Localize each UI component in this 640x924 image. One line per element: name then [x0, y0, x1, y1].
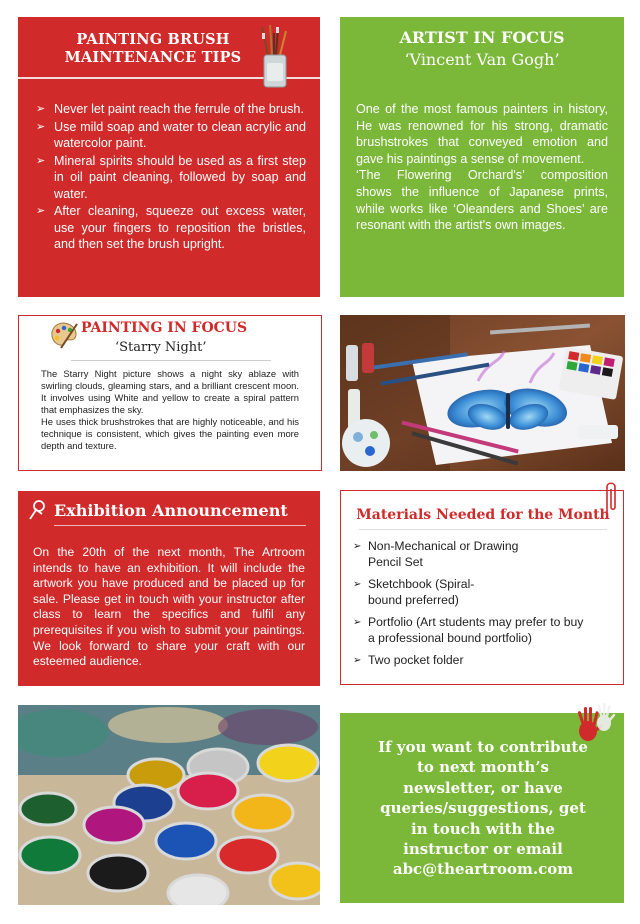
exhibition-body: On the 20th of the next month, The Artroom intends to have an exhibition. It will include the artwork you have produced and be placed up for sale. Please get in touch with your instructor after class to learn the specifics and fulfil any prerequisites if you wish to submit your paintings. We look forward to share your craft with our esteemed audience.: [33, 545, 305, 669]
divider: [71, 360, 271, 361]
butterfly-painting-image: [340, 315, 625, 471]
contribute-line: queries/suggestions, get: [380, 799, 586, 818]
maintenance-header: [18, 17, 320, 79]
material-item-line: a professional bound portfolio): [368, 630, 532, 645]
contribute-line: in touch with the: [411, 819, 555, 838]
material-item-line: ➢ Non-Mechanical or Drawing: [368, 539, 519, 553]
brush-jar-icon: [258, 25, 292, 89]
artist-focus-paragraph: ‘The Flowering Orchard's’ composition shows the influence of Japanese prints, while works like ‘Oleanders and Shoes’ are resonant with the artist's own images.: [356, 168, 608, 233]
material-item-line: bound preferred): [368, 592, 459, 607]
contribute-line: If you want to contribute: [378, 738, 588, 756]
artist-focus-panel: [340, 17, 624, 297]
maintenance-tips-panel: [18, 17, 320, 297]
maintenance-title: [48, 31, 258, 67]
material-item: [353, 577, 615, 608]
painting-focus-subtitle: ‘Starry Night’: [115, 340, 207, 355]
material-item-line: ➢ Two pocket folder: [368, 653, 464, 667]
contribute-panel: [340, 713, 624, 903]
maintenance-title-line2: MAINTENANCE TIPS: [64, 49, 242, 66]
artist-focus-title: ARTIST IN FOCUS: [399, 28, 565, 47]
contribute-line: instructor or email: [403, 840, 563, 859]
material-item: [353, 539, 615, 570]
paint-jars-photo: [18, 705, 320, 905]
exhibition-title: Exhibition Announcement: [54, 501, 288, 520]
contribute-line: to next month’s: [417, 758, 549, 777]
palette-icon: [49, 320, 79, 350]
artist-focus-paragraph: One of the most famous painters in history, He was renowned for his strong, dramatic brushstrokes that conveyed emotion and gave his paintings a sense of movement.: [356, 102, 608, 166]
artist-focus-body: [356, 101, 608, 234]
tip-item: ➢ Never let paint reach the ferrule of the brush.: [36, 101, 306, 118]
painting-focus-body: [41, 368, 299, 452]
maintenance-tips-list: [36, 101, 306, 254]
paint-jars-image: [18, 705, 320, 905]
material-item: [353, 615, 615, 646]
painting-focus-title: PAINTING IN FOCUS: [81, 320, 248, 336]
contribute-line: newsletter, or have: [403, 778, 563, 797]
pushpin-icon: [28, 499, 48, 521]
tip-item: ➢ After cleaning, squeeze out excess water, use your fingers to reposition the bristles, and then set the brush upright.: [36, 203, 306, 253]
materials-title: Materials Needed for the Month: [356, 507, 610, 523]
material-item-line: Pencil Set: [368, 554, 423, 569]
material-item-line: ➢ Sketchbook (Spiral-: [368, 577, 475, 591]
materials-panel: [340, 490, 624, 685]
divider: [54, 525, 306, 526]
painting-focus-paragraph: He uses thick brushstrokes that are highly noticeable, and his technique is consistent, which gives the painting even more depth and texture.: [41, 416, 299, 451]
material-item: [353, 653, 615, 669]
contribute-message: [376, 737, 590, 880]
contribute-email[interactable]: abc@theartroom.com: [392, 860, 574, 879]
painting-focus-panel: [18, 315, 322, 471]
artist-focus-subtitle: ‘Vincent Van Gogh’: [404, 50, 560, 69]
material-item-line: ➢ Portfolio (Art students may prefer to buy: [368, 615, 584, 629]
divider: [359, 529, 607, 530]
tip-item: ➢ Mineral spirits should be used as a first step in oil paint cleaning, followed by soap and water.: [36, 153, 306, 203]
exhibition-panel: [18, 491, 320, 686]
butterfly-painting-photo: [340, 315, 625, 471]
materials-list: [353, 539, 615, 676]
tip-item: ➢ Use mild soap and water to clean acrylic and watercolor paint.: [36, 119, 306, 152]
maintenance-title-line1: PAINTING BRUSH: [76, 31, 230, 48]
painting-focus-paragraph: The Starry Night picture shows a night sky ablaze with swirling clouds, gleaming stars, and a brilliant crescent moon. It involves using White and yellow to create a spiral pattern that emphasizes the sky.: [41, 368, 299, 415]
